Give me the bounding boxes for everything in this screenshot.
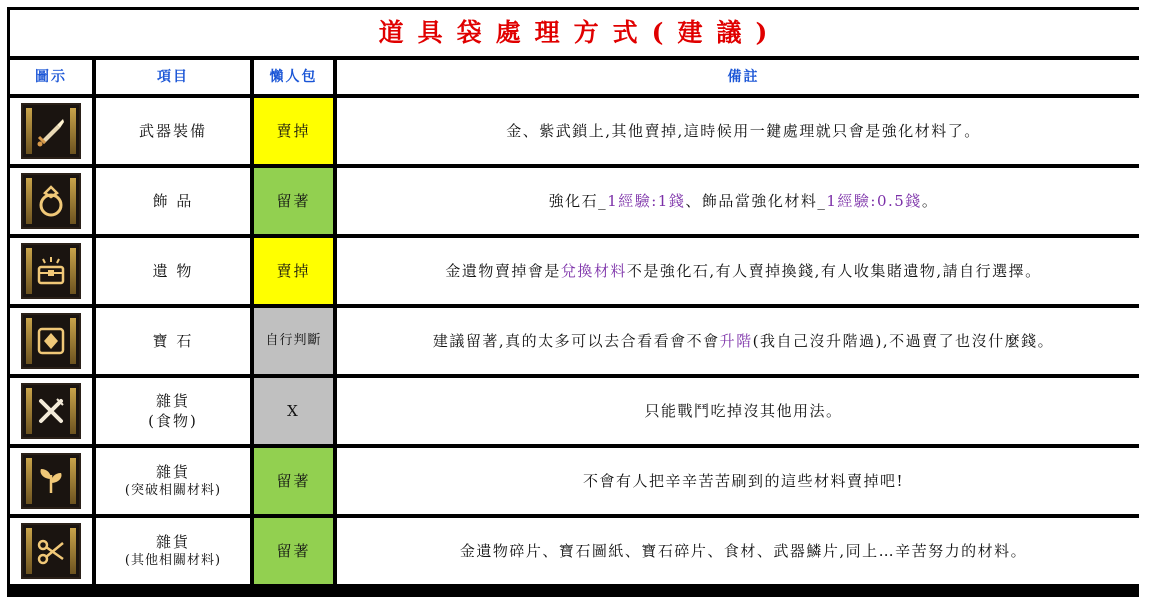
note-text: 金遺物賣掉會是 <box>445 261 561 280</box>
row-icon-cell <box>10 518 92 584</box>
header-lazy: 懶人包 <box>254 60 333 94</box>
ring-icon <box>21 173 81 229</box>
row-lazy-verdict: X <box>254 378 333 444</box>
row-item <box>96 238 250 304</box>
treasure-chest-icon <box>21 243 81 299</box>
row-note <box>337 308 1149 374</box>
row-lazy-verdict: 留著 <box>254 448 333 514</box>
row-lazy-verdict: 留著 <box>254 518 333 584</box>
row-icon-cell <box>10 308 92 374</box>
row-item <box>96 518 250 584</box>
row-item-subtitle: (其他相關材料) <box>124 553 222 569</box>
note-highlight: 兌換材料 <box>560 261 627 280</box>
row-item <box>96 308 250 374</box>
row-lazy-verdict: 留著 <box>254 168 333 234</box>
note-highlight: 1經驗:1錢 <box>607 191 686 210</box>
row-item-subtitle: (食物) <box>148 412 198 430</box>
note-text: 。 <box>921 191 939 210</box>
row-icon-cell <box>10 238 92 304</box>
header-note: 備註 <box>337 60 1149 94</box>
row-item <box>96 378 250 444</box>
note-text: 建議留著,真的太多可以去合看看會不會 <box>432 331 720 350</box>
row-note <box>337 168 1149 234</box>
note-text: 金遺物碎片、寶石圖紙、寶石碎片、食材、武器鱗片,同上…辛苦努力的材料。 <box>459 541 1028 560</box>
fork-knife-icon <box>21 383 81 439</box>
row-item-name: 遺 物 <box>152 261 194 280</box>
note-text: 不會有人把辛辛苦苦刷到的這些材料賣掉吧! <box>582 471 905 490</box>
row-lazy-verdict: 賣掉 <box>254 238 333 304</box>
row-note <box>337 98 1149 164</box>
guide-table <box>7 7 1139 597</box>
row-item-name: 雜貨 <box>155 391 190 410</box>
gem-icon <box>21 313 81 369</box>
row-note <box>337 518 1149 584</box>
row-note <box>337 238 1149 304</box>
row-icon-cell <box>10 168 92 234</box>
row-item-name: 雜貨 <box>155 463 190 482</box>
row-item-name: 飾 品 <box>152 191 194 210</box>
row-icon-cell <box>10 448 92 514</box>
note-text: 強化石_ <box>548 191 608 210</box>
row-item-subtitle: (突破相關材料) <box>124 483 222 499</box>
row-lazy-verdict: 自行判斷 <box>254 308 333 374</box>
row-icon-cell <box>10 378 92 444</box>
note-highlight: 1經驗:0.5錢 <box>826 191 922 210</box>
table-title: 道具袋處理方式(建議) <box>10 10 1149 56</box>
sword-icon <box>21 103 81 159</box>
row-item <box>96 98 250 164</box>
note-text: 金、紫武鎖上,其他賣掉,這時候用一鍵處理就只會是強化材料了。 <box>506 121 981 140</box>
leaf-icon <box>21 453 81 509</box>
note-text: (我自己沒升階過),不過賣了也沒什麼錢。 <box>752 331 1055 350</box>
row-note <box>337 378 1149 444</box>
row-item <box>96 448 250 514</box>
row-lazy-verdict: 賣掉 <box>254 98 333 164</box>
row-note <box>337 448 1149 514</box>
row-item-name: 武器裝備 <box>138 121 207 140</box>
row-item <box>96 168 250 234</box>
note-text: 只能戰鬥吃掉沒其他用法。 <box>644 401 843 420</box>
note-text: 不是強化石,有人賣掉換錢,有人收集賭遺物,請自行選擇。 <box>626 261 1042 280</box>
row-item-name: 寶 石 <box>152 331 194 350</box>
row-icon-cell <box>10 98 92 164</box>
note-highlight: 升階 <box>719 331 753 350</box>
header-item: 項目 <box>96 60 250 94</box>
note-text: 、飾品當強化材料_ <box>685 191 827 210</box>
row-item-name: 雜貨 <box>155 533 190 552</box>
scissors-icon <box>21 523 81 579</box>
header-icon: 圖示 <box>10 60 92 94</box>
